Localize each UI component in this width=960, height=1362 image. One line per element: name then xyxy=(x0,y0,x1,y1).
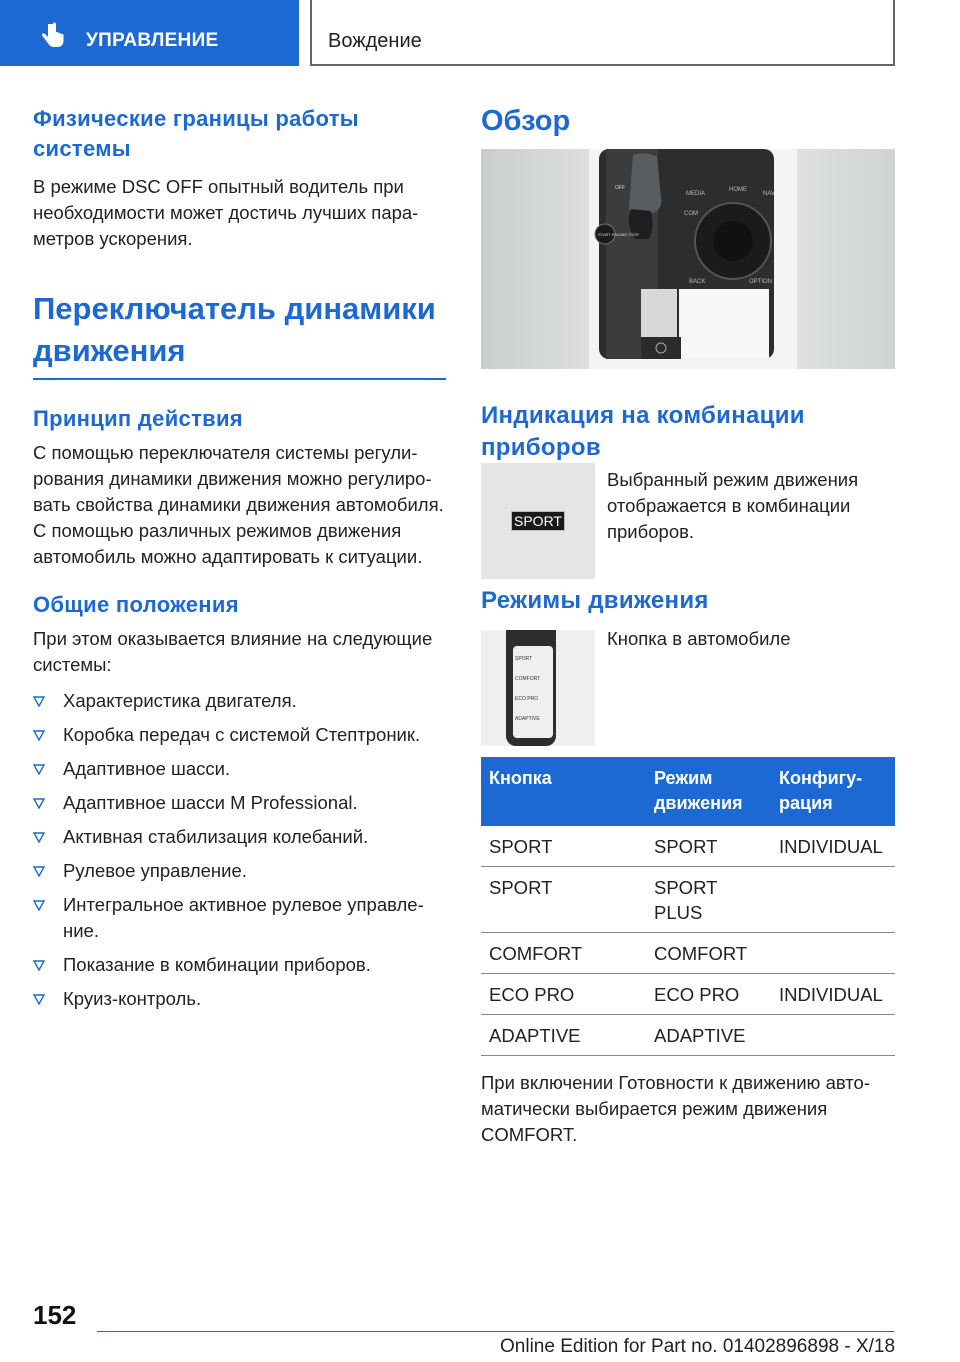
sport-badge: SPORT xyxy=(511,511,565,531)
display-heading: Индикация на комбинации приборов xyxy=(481,402,805,461)
table-cell: ECO PRO xyxy=(481,974,646,1015)
comfort-button[interactable]: COMFORT xyxy=(515,676,541,682)
modes-text: Кнопка в автомобиле xyxy=(607,628,791,649)
table-header-row xyxy=(481,757,895,826)
list-item xyxy=(33,756,446,782)
list-item xyxy=(33,892,446,944)
nav-label: NAV xyxy=(763,191,775,197)
list-item-text: Показание в комбинации приборов. xyxy=(63,954,371,975)
section-title: УПРАВЛЕНИЕ xyxy=(86,30,219,51)
list-item-text: Рулевое управление. xyxy=(63,860,247,881)
list-item-text: Характеристика двигателя. xyxy=(63,690,297,711)
cluster-photo xyxy=(481,463,595,579)
home-label: HOME xyxy=(729,187,747,193)
dsc-off-label: OFF xyxy=(615,185,625,191)
table-cell: ECO PRO xyxy=(646,974,771,1015)
page-number: 152 xyxy=(33,1300,77,1330)
eco-pro-button[interactable]: ECO PRO xyxy=(515,696,539,702)
principle-heading: Принцип действия xyxy=(33,406,243,431)
triangle-bullet-icon xyxy=(33,900,45,911)
table-cell: COMFORT xyxy=(481,933,646,974)
list-item xyxy=(33,688,446,714)
table-cell xyxy=(771,933,895,974)
table-cell: SPORT xyxy=(646,826,771,867)
list-item xyxy=(33,858,446,884)
triangle-bullet-icon xyxy=(33,866,45,877)
list-item xyxy=(33,952,446,978)
section-tab[interactable] xyxy=(0,0,299,66)
limits-text: В режиме DSC OFF опытный водитель при необходимости может достичь лучших пара-метров ускорения. xyxy=(33,176,419,249)
table-row xyxy=(481,974,895,1015)
media-label: MEDIA xyxy=(686,191,706,197)
table-header-button: Кнопка xyxy=(481,757,646,826)
list-item xyxy=(33,986,446,1012)
table-header-mode: Режим движения xyxy=(646,757,771,826)
principle-text: С помощью переключателя системы регули-рования динамики движения можно регулиро-вать свойства динамики движения автомобиля. С помощью различных режимов движения автомобиль можно адаптировать к ситуации. xyxy=(33,442,444,567)
triangle-bullet-icon xyxy=(33,832,45,843)
triangle-bullet-icon xyxy=(33,696,45,707)
console-photo xyxy=(481,149,895,369)
adaptive-button[interactable]: ADAPTIVE xyxy=(515,716,540,722)
list-item-text: Адаптивное шасси M Professional. xyxy=(63,792,358,813)
triangle-bullet-icon xyxy=(33,960,45,971)
triangle-bullet-icon xyxy=(33,730,45,741)
com-label: COM xyxy=(684,211,698,217)
footer-rule xyxy=(97,1331,894,1332)
general-heading: Общие положения xyxy=(33,592,239,617)
limits-heading: Физические границы работы системы xyxy=(33,106,359,161)
start-stop-label: START ENGINE STOP xyxy=(598,232,640,237)
list-item-text: Коробка передач с системой Стептроник. xyxy=(63,724,421,745)
list-item xyxy=(33,824,446,850)
table-row xyxy=(481,933,895,974)
list-item-text: Интегральное активное рулевое управле-ние. xyxy=(63,894,424,941)
triangle-bullet-icon xyxy=(33,764,45,775)
list-item-text: Круиз-контроль. xyxy=(63,988,202,1009)
table-row xyxy=(481,1015,895,1056)
general-text: При этом оказывается влияние на следующие системы: xyxy=(33,628,433,675)
back-label: BACK xyxy=(689,279,706,285)
edition-text: Online Edition for Part no. 01402896898 - X/18 xyxy=(500,1336,896,1357)
closing-text: При включении Готовности к движению авто-матически выбирается режим движения COMFORT. xyxy=(481,1072,870,1145)
modes-heading: Режимы движения xyxy=(481,587,709,614)
table-cell: INDIVIDUAL xyxy=(771,974,895,1015)
option-label: OPTION xyxy=(749,279,773,285)
table-cell: ADAPTIVE xyxy=(646,1015,771,1056)
table-cell: COMFORT xyxy=(646,933,771,974)
table-cell: SPORT PLUS xyxy=(646,867,771,933)
triangle-bullet-icon xyxy=(33,994,45,1005)
list-item-text: Адаптивное шасси. xyxy=(63,758,231,779)
center-console-illustration xyxy=(481,149,895,369)
heading-rule xyxy=(33,378,446,380)
table-cell xyxy=(771,867,895,933)
systems-list xyxy=(33,688,446,1012)
sport-button[interactable]: SPORT xyxy=(515,656,533,662)
triangle-bullet-icon xyxy=(33,798,45,809)
table-cell: SPORT xyxy=(481,867,646,933)
display-text: Выбранный режим движения отображается в комбинации приборов. xyxy=(607,469,859,542)
table-cell: SPORT xyxy=(481,826,646,867)
table-cell: ADAPTIVE xyxy=(481,1015,646,1056)
mode-buttons-photo xyxy=(481,630,595,746)
table-cell: INDIVIDUAL xyxy=(771,826,895,867)
main-heading: Переключатель динамики движения xyxy=(33,291,436,368)
list-item xyxy=(33,722,446,748)
chapter-title: Вождение xyxy=(328,30,422,52)
left-column xyxy=(33,104,446,1020)
list-item-text: Активная стабилизация колебаний. xyxy=(63,826,369,847)
table-row xyxy=(481,826,895,867)
hand-pointer-icon xyxy=(40,22,66,50)
table-header-config: Конфигу-рация xyxy=(771,757,895,826)
overview-heading: Обзор xyxy=(481,105,571,137)
modes-table xyxy=(481,757,895,1056)
table-row xyxy=(481,867,895,933)
table-cell xyxy=(771,1015,895,1056)
list-item xyxy=(33,790,446,816)
chapter-header xyxy=(310,0,895,66)
